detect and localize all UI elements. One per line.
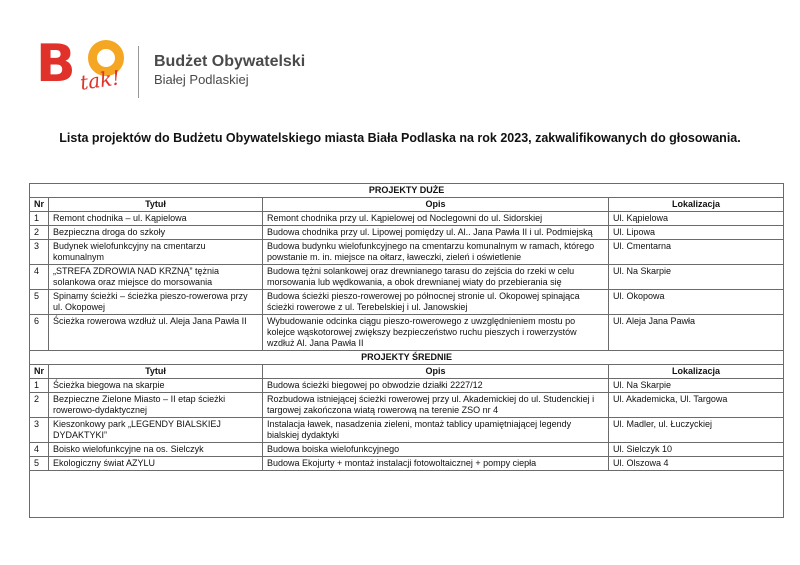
column-header-lokalizacja: Lokalizacja xyxy=(609,198,784,212)
column-header-lokalizacja: Lokalizacja xyxy=(609,365,784,379)
table-row xyxy=(30,379,784,393)
cell-tytul: Ścieżka rowerowa wzdłuż ul. Aleja Jana Pawła II xyxy=(49,315,263,351)
cell-opis: Budowa Ekojurty + montaż instalacji fotowoltaicznej + pompy ciepła xyxy=(263,457,609,471)
cell-tytul: Ekologiczny świat AZYLU xyxy=(49,457,263,471)
table-row xyxy=(30,393,784,418)
logo-tak: tak! xyxy=(78,65,122,95)
cell-lokalizacja: Ul. Akademicka, Ul. Targowa xyxy=(609,393,784,418)
cell-nr: 1 xyxy=(30,212,49,226)
column-header-opis: Opis xyxy=(263,365,609,379)
cell-lokalizacja: Ul. Kąpielowa xyxy=(609,212,784,226)
cell-nr: 2 xyxy=(30,226,49,240)
cell-nr: 5 xyxy=(30,290,49,315)
cell-opis: Budowa ścieżki pieszo-rowerowej po północnej stronie ul. Okopowej spinająca ścieżki rowerowe z ul. Terebelskiej i ul. Janowskiej xyxy=(263,290,609,315)
cell-nr: 5 xyxy=(30,457,49,471)
cell-nr: 4 xyxy=(30,265,49,290)
column-header-opis: Opis xyxy=(263,198,609,212)
logo-letters: B xyxy=(36,34,72,94)
column-header-row xyxy=(30,365,784,379)
cell-lokalizacja: Ul. Okopowa xyxy=(609,290,784,315)
projects-table-body xyxy=(30,184,784,518)
column-header-tytul: Tytuł xyxy=(49,198,263,212)
cell-lokalizacja: Ul. Cmentarna xyxy=(609,240,784,265)
cell-nr: 1 xyxy=(30,379,49,393)
cell-tytul: Kieszonkowy park „LEGENDY BIALSKIEJ DYDAKTYKI” xyxy=(49,418,263,443)
table-row xyxy=(30,457,784,471)
brand-title: Budżet Obywatelski xyxy=(154,53,306,70)
column-header-row xyxy=(30,198,784,212)
brand-subtitle: Białej Podlaskiej xyxy=(154,72,249,87)
table-row xyxy=(30,290,784,315)
table-row xyxy=(30,226,784,240)
cell-tytul: Bezpieczna droga do szkoły xyxy=(49,226,263,240)
table-row xyxy=(30,418,784,443)
section-heading-row xyxy=(30,351,784,365)
section-heading: PROJEKTY ŚREDNIE xyxy=(30,351,784,365)
cell-nr: 4 xyxy=(30,443,49,457)
cell-opis: Wybudowanie odcinka ciągu pieszo-rowerowego z uwzględnieniem mostu po kolejce wąskotorowej zwiększy bezpieczeństwo ruchu pieszych i rowerzystów wzdłuż Al. Jana Pawła II xyxy=(263,315,609,351)
cell-tytul: Ścieżka biegowa na skarpie xyxy=(49,379,263,393)
cell-lokalizacja: Ul. Madler, ul. Łuczyckiej xyxy=(609,418,784,443)
cell-lokalizacja: Ul. Olszowa 4 xyxy=(609,457,784,471)
cell-tytul: Bezpieczne Zielone Miasto – II etap ścieżki rowerowo-dydaktycznej xyxy=(49,393,263,418)
cell-opis: Budowa chodnika przy ul. Lipowej pomiędzy ul. Al.. Jana Pawła II i ul. Podmiejską xyxy=(263,226,609,240)
cell-tytul: „STREFA ZDROWIA NAD KRZNĄ” tężnia solankowa oraz miejsce do morsowania xyxy=(49,265,263,290)
empty-cell xyxy=(30,471,784,518)
cell-nr: 3 xyxy=(30,418,49,443)
page-title: Lista projektów do Budżetu Obywatelskiego miasta Biała Podlaska na rok 2023, zakwalifikowanych do głosowania. xyxy=(59,131,741,145)
cell-opis: Budowa tężni solankowej oraz drewnianego tarasu do zejścia do rzeki w celu morsowania lub wędkowania, a obok drewnianej wiaty do przebierania się xyxy=(263,265,609,290)
table-row xyxy=(30,265,784,290)
table-row xyxy=(30,315,784,351)
cell-nr: 2 xyxy=(30,393,49,418)
cell-lokalizacja: Ul. Sielczyk 10 xyxy=(609,443,784,457)
cell-opis: Remont chodnika przy ul. Kąpielowej od Noclegowni do ul. Sidorskiej xyxy=(263,212,609,226)
cell-tytul: Remont chodnika – ul. Kąpielowa xyxy=(49,212,263,226)
logo-divider xyxy=(138,46,139,98)
section-heading: PROJEKTY DUŻE xyxy=(30,184,784,198)
cell-opis: Budowa ścieżki biegowej po obwodzie działki 2227/12 xyxy=(263,379,609,393)
bo-logo xyxy=(36,34,136,102)
cell-nr: 6 xyxy=(30,315,49,351)
cell-nr: 3 xyxy=(30,240,49,265)
cell-tytul: Boisko wielofunkcyjne na os. Sielczyk xyxy=(49,443,263,457)
empty-row xyxy=(30,471,784,518)
cell-lokalizacja: Ul. Na Skarpie xyxy=(609,379,784,393)
cell-lokalizacja: Ul. Lipowa xyxy=(609,226,784,240)
cell-opis: Rozbudowa istniejącej ścieżki rowerowej przy ul. Akademickiej do ul. Studenckiej i targowej zakończona wiatą rowerową na terenie ZSO nr 4 xyxy=(263,393,609,418)
cell-opis: Budowa budynku wielofunkcyjnego na cmentarzu komunalnym w ramach, którego powstanie m. in. miejsce na ołtarz, ławeczki, zieleń i oświetlenie xyxy=(263,240,609,265)
table-row xyxy=(30,443,784,457)
table-row xyxy=(30,240,784,265)
cell-lokalizacja: Ul. Na Skarpie xyxy=(609,265,784,290)
column-header-nr: Nr xyxy=(30,198,49,212)
column-header-nr: Nr xyxy=(30,365,49,379)
projects-table xyxy=(29,183,784,518)
cell-tytul: Budynek wielofunkcyjny na cmentarzu komunalnym xyxy=(49,240,263,265)
cell-opis: Budowa boiska wielofunkcyjnego xyxy=(263,443,609,457)
column-header-tytul: Tytuł xyxy=(49,365,263,379)
cell-lokalizacja: Ul. Aleja Jana Pawła xyxy=(609,315,784,351)
cell-tytul: Spinamy ścieżki – ścieżka pieszo-rowerowa przy ul. Okopowej xyxy=(49,290,263,315)
cell-opis: Instalacja ławek, nasadzenia zieleni, montaż tablicy upamiętniającej legendy bialskiej dydaktyki xyxy=(263,418,609,443)
table-row xyxy=(30,212,784,226)
section-heading-row xyxy=(30,184,784,198)
